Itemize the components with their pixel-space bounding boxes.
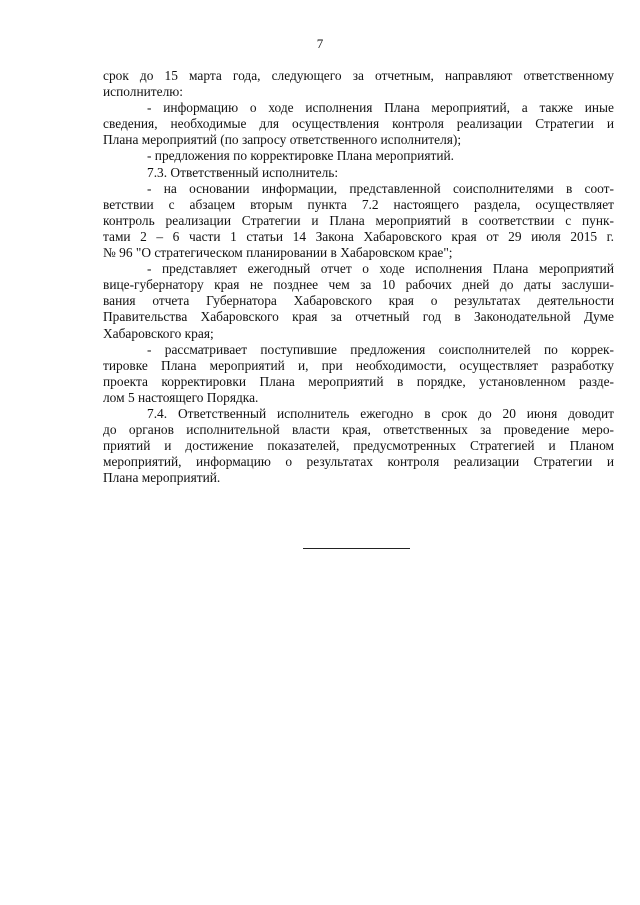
text-line: Плана мероприятий. — [103, 470, 221, 486]
text-line: 7.4. Ответственный исполнитель ежегодно в срок до 20 июня доводит — [147, 405, 614, 421]
text-line: сведения, необходимые для осуществления контроля реализации Стратегии и — [103, 116, 614, 132]
document-body — [103, 68, 614, 486]
text-line: - информацию о ходе исполнения Плана мероприятий, а также иные — [147, 100, 614, 116]
text-line: проекта корректировки Плана мероприятий в порядке, установленном разде- — [103, 373, 614, 389]
text-line: Правительства Хабаровского края за отчетный год в Законодательной Думе — [103, 309, 614, 325]
text-line: тировке Плана мероприятий и, при необходимости, осуществляет разработку — [103, 357, 614, 373]
text-line: вания отчета Губернатора Хабаровского края о результатах деятельности — [103, 293, 614, 309]
text-line: приятий и достижение показателей, предусмотренных Стратегией и Планом — [103, 438, 614, 454]
text-line: 7.3. Ответственный исполнитель: — [147, 164, 339, 180]
text-line: - предложения по корректировке Плана мероприятий. — [147, 148, 455, 164]
text-line: № 96 "О стратегическом планировании в Хабаровском крае"; — [103, 245, 453, 261]
text-line: лом 5 настоящего Порядка. — [103, 389, 259, 405]
page-number: 7 — [316, 36, 324, 51]
text-line: исполнителю: — [103, 84, 184, 100]
text-line: вице-губернатору края не позднее чем за 10 рабочих дней до даты заслуши- — [103, 277, 614, 293]
text-line: ветствии с абзацем вторым пункта 7.2 настоящего раздела, осуществляет — [103, 196, 614, 212]
text-line: Хабаровского края; — [103, 325, 214, 341]
text-line: - рассматривает поступившие предложения соисполнителей по коррек- — [147, 341, 614, 357]
text-line: - на основании информации, представленной соисполнителями в соот- — [147, 180, 614, 196]
text-line: контроль реализации Стратегии и Плана мероприятий в соответствии с пунк- — [103, 212, 614, 228]
text-line: Плана мероприятий (по запросу ответственного исполнителя); — [103, 132, 462, 148]
text-line: мероприятий, информацию о результатах контроля реализации Стратегии и — [103, 454, 614, 470]
text-line: срок до 15 марта года, следующего за отчетным, направляют ответственному — [103, 68, 614, 83]
text-line: - представляет ежегодный отчет о ходе исполнения Плана мероприятий — [147, 261, 614, 277]
end-of-text-divider — [303, 548, 410, 549]
text-line: до органов исполнительной власти края, ответственных за проведение меро- — [103, 422, 614, 438]
text-line: тами 2 – 6 части 1 статьи 14 Закона Хабаровского края от 29 июля 2015 г. — [103, 228, 614, 244]
